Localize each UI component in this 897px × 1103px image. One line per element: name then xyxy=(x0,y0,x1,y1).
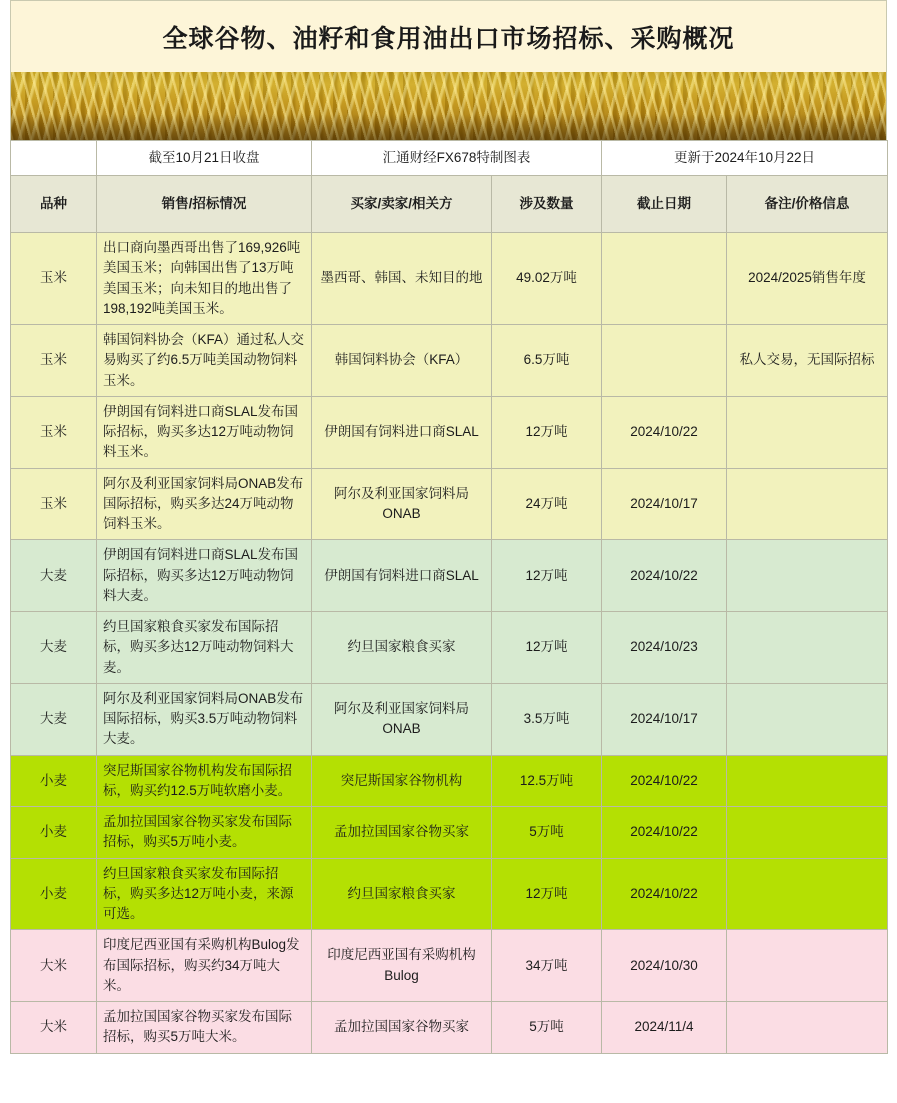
column-header-variety: 品种 xyxy=(11,176,97,233)
cell-deadline xyxy=(602,233,727,325)
cell-deadline xyxy=(602,325,727,397)
meta-source-note: 汇通财经FX678特制图表 xyxy=(312,141,602,176)
table-row xyxy=(11,755,888,807)
bottom-spacer xyxy=(0,1054,897,1056)
column-header-description: 销售/招标情况 xyxy=(97,176,312,233)
cell-note xyxy=(727,396,888,468)
cell-variety: 小麦 xyxy=(11,755,97,807)
cell-note xyxy=(727,468,888,540)
cell-party: 约旦国家粮食买家 xyxy=(312,858,492,930)
table-row xyxy=(11,807,888,859)
cell-description: 孟加拉国国家谷物买家发布国际招标，购买5万吨大米。 xyxy=(97,1002,312,1054)
cell-party: 伊朗国有饲料进口商SLAL xyxy=(312,540,492,612)
cell-party: 约旦国家粮食买家 xyxy=(312,612,492,684)
cell-note xyxy=(727,930,888,1002)
table-row xyxy=(11,233,888,325)
cell-quantity: 34万吨 xyxy=(492,930,602,1002)
cell-description: 印度尼西亚国有采购机构Bulog发布国际招标，购买约34万吨大米。 xyxy=(97,930,312,1002)
table-header-row xyxy=(11,176,888,233)
title-bar xyxy=(10,0,887,72)
cell-quantity: 12.5万吨 xyxy=(492,755,602,807)
cell-quantity: 49.02万吨 xyxy=(492,233,602,325)
cell-variety: 大麦 xyxy=(11,540,97,612)
cell-party: 韩国饲料协会（KFA） xyxy=(312,325,492,397)
table-row xyxy=(11,683,888,755)
meta-close-note: 截至10月21日收盘 xyxy=(97,141,312,176)
cell-quantity: 5万吨 xyxy=(492,1002,602,1054)
cell-quantity: 12万吨 xyxy=(492,540,602,612)
meta-update-note: 更新于2024年10月22日 xyxy=(602,141,888,176)
cell-variety: 小麦 xyxy=(11,858,97,930)
cell-quantity: 24万吨 xyxy=(492,468,602,540)
cell-deadline: 2024/10/22 xyxy=(602,807,727,859)
cell-note xyxy=(727,683,888,755)
cell-deadline: 2024/10/30 xyxy=(602,930,727,1002)
cell-party: 伊朗国有饲料进口商SLAL xyxy=(312,396,492,468)
cell-variety: 大米 xyxy=(11,1002,97,1054)
table-row xyxy=(11,612,888,684)
meta-blank-left xyxy=(11,141,97,176)
table-row xyxy=(11,858,888,930)
cell-deadline: 2024/10/22 xyxy=(602,858,727,930)
cell-note: 2024/2025销售年度 xyxy=(727,233,888,325)
cell-description: 阿尔及利亚国家饲料局ONAB发布国际招标，购买多达24万吨动物饲料玉米。 xyxy=(97,468,312,540)
cell-quantity: 5万吨 xyxy=(492,807,602,859)
cell-description: 伊朗国有饲料进口商SLAL发布国际招标，购买多达12万吨动物饲料玉米。 xyxy=(97,396,312,468)
table-row xyxy=(11,1002,888,1054)
cell-note: 私人交易，无国际招标 xyxy=(727,325,888,397)
cell-variety: 大米 xyxy=(11,930,97,1002)
cell-party: 阿尔及利亚国家饲料局ONAB xyxy=(312,683,492,755)
cell-description: 孟加拉国国家谷物买家发布国际招标，购买5万吨小麦。 xyxy=(97,807,312,859)
cell-description: 韩国饲料协会（KFA）通过私人交易购买了约6.5万吨美国动物饲料玉米。 xyxy=(97,325,312,397)
column-header-quantity: 涉及数量 xyxy=(492,176,602,233)
table-row xyxy=(11,396,888,468)
cell-quantity: 3.5万吨 xyxy=(492,683,602,755)
cell-note xyxy=(727,755,888,807)
cell-description: 伊朗国有饲料进口商SLAL发布国际招标，购买多达12万吨动物饲料大麦。 xyxy=(97,540,312,612)
cell-variety: 大麦 xyxy=(11,683,97,755)
wheat-field-photo xyxy=(10,72,887,140)
cell-party: 墨西哥、韩国、未知目的地 xyxy=(312,233,492,325)
page-title: 全球谷物、油籽和食用油出口市场招标、采购概况 xyxy=(162,24,735,53)
cell-deadline: 2024/10/17 xyxy=(602,683,727,755)
cell-party: 孟加拉国国家谷物买家 xyxy=(312,807,492,859)
tender-table xyxy=(10,140,888,1054)
cell-variety: 玉米 xyxy=(11,325,97,397)
cell-note xyxy=(727,1002,888,1054)
meta-row xyxy=(11,141,888,176)
cell-quantity: 12万吨 xyxy=(492,396,602,468)
cell-deadline: 2024/10/23 xyxy=(602,612,727,684)
cell-deadline: 2024/10/22 xyxy=(602,396,727,468)
cell-deadline: 2024/10/22 xyxy=(602,540,727,612)
table-row xyxy=(11,930,888,1002)
cell-party: 印度尼西亚国有采购机构Bulog xyxy=(312,930,492,1002)
cell-party: 突尼斯国家谷物机构 xyxy=(312,755,492,807)
table-row xyxy=(11,325,888,397)
cell-variety: 玉米 xyxy=(11,468,97,540)
cell-note xyxy=(727,540,888,612)
table-row xyxy=(11,540,888,612)
cell-note xyxy=(727,807,888,859)
cell-description: 约旦国家粮食买家发布国际招标，购买多达12万吨动物饲料大麦。 xyxy=(97,612,312,684)
cell-description: 约旦国家粮食买家发布国际招标，购买多达12万吨小麦，来源可选。 xyxy=(97,858,312,930)
cell-quantity: 6.5万吨 xyxy=(492,325,602,397)
cell-deadline: 2024/11/4 xyxy=(602,1002,727,1054)
cell-description: 阿尔及利亚国家饲料局ONAB发布国际招标，购买3.5万吨动物饲料大麦。 xyxy=(97,683,312,755)
table-row xyxy=(11,468,888,540)
wheat-shadow xyxy=(11,114,886,140)
column-header-deadline: 截止日期 xyxy=(602,176,727,233)
cell-party: 孟加拉国国家谷物买家 xyxy=(312,1002,492,1054)
cell-party: 阿尔及利亚国家饲料局ONAB xyxy=(312,468,492,540)
cell-variety: 大麦 xyxy=(11,612,97,684)
column-header-party: 买家/卖家/相关方 xyxy=(312,176,492,233)
cell-deadline: 2024/10/22 xyxy=(602,755,727,807)
cell-note xyxy=(727,858,888,930)
column-header-note: 备注/价格信息 xyxy=(727,176,888,233)
cell-quantity: 12万吨 xyxy=(492,858,602,930)
cell-description: 出口商向墨西哥出售了169,926吨美国玉米；向韩国出售了13万吨美国玉米；向未知目的地出售了198,192吨美国玉米。 xyxy=(97,233,312,325)
cell-deadline: 2024/10/17 xyxy=(602,468,727,540)
cell-variety: 玉米 xyxy=(11,396,97,468)
cell-variety: 小麦 xyxy=(11,807,97,859)
cell-quantity: 12万吨 xyxy=(492,612,602,684)
cell-note xyxy=(727,612,888,684)
cell-variety: 玉米 xyxy=(11,233,97,325)
cell-description: 突尼斯国家谷物机构发布国际招标，购买约12.5万吨软磨小麦。 xyxy=(97,755,312,807)
